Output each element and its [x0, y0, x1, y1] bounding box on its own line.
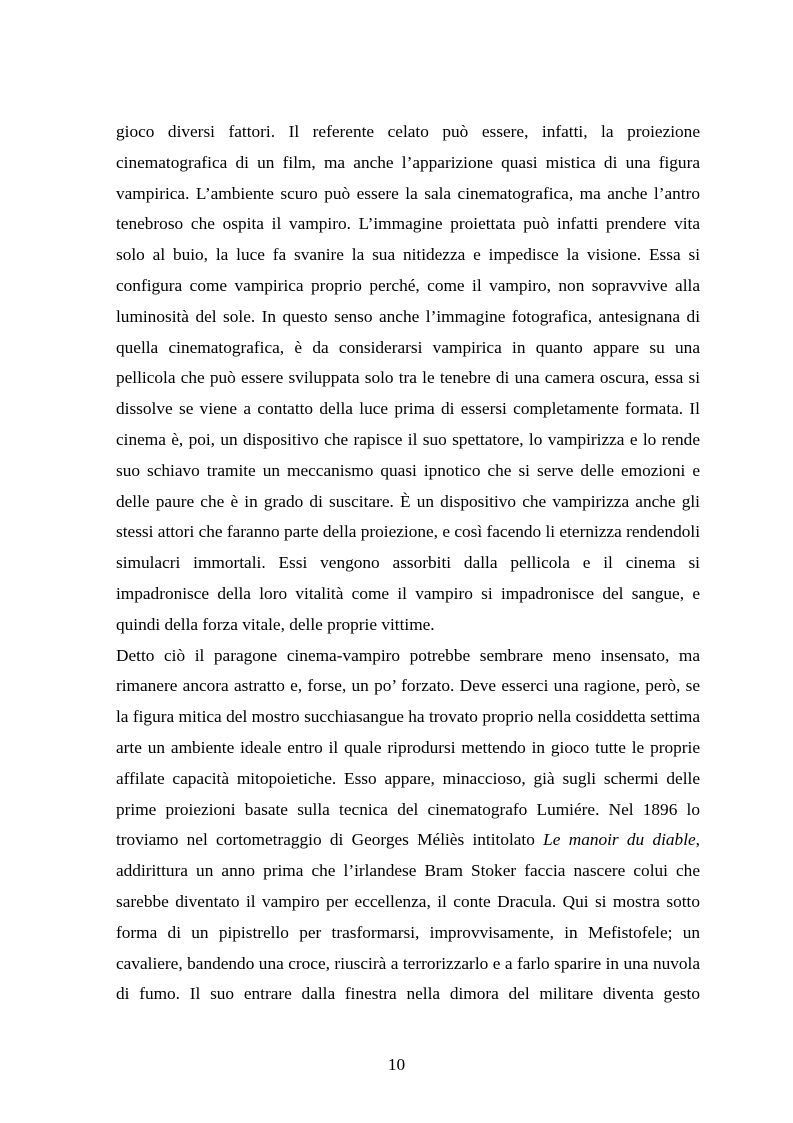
text-line: quindi della forza vitale, delle proprie vittime.	[116, 614, 435, 634]
text-before-title: troviamo nel cortometraggio di Georges Méliès intitolato	[116, 830, 544, 850]
text-line: affilate capacità mitopoietiche. Esso appare, minaccioso, già sugli schermi delle	[116, 768, 700, 788]
text-line: cinema è, poi, un dispositivo che rapisce il suo spettatore, lo vampirizza e lo rende	[116, 429, 700, 449]
paragraph-1	[116, 117, 700, 641]
page-number: 10	[387, 1055, 406, 1074]
text-line: pellicola che può essere sviluppata solo tra le tenebre di una camera oscura, essa si	[116, 368, 700, 388]
text-line: la figura mitica del mostro succhiasangue ha trovato proprio nella cosiddetta settima	[116, 707, 700, 727]
text-line: cinematografica di un film, ma anche l’apparizione quasi mistica di una figura	[116, 152, 700, 172]
film-title: Le manoir du diable	[543, 830, 696, 850]
text-line: tenebroso che ospita il vampiro. L’immagine proiettata può infatti prendere vita	[116, 214, 700, 234]
text-line: impadronisce della loro vitalità come il vampiro si impadronisce del sangue, e	[116, 583, 700, 603]
text-line: configura come vampirica proprio perché, come il vampiro, non sopravvive alla	[116, 275, 700, 295]
text-line: luminosità del sole. In questo senso anche l’immagine fotografica, antesignana di	[116, 306, 700, 326]
text-line: vampirica. L’ambiente scuro può essere la sala cinematografica, ma anche l’antro	[116, 183, 700, 203]
text-line: Detto ciò il paragone cinema-vampiro potrebbe sembrare meno insensato, ma	[116, 645, 700, 665]
text-line: rimanere ancora astratto e, forse, un po’ forzato. Deve esserci una ragione, però, se	[116, 676, 700, 696]
text-line: stessi attori che faranno parte della proiezione, e così facendo li eternizza rendendoli	[116, 522, 700, 542]
text-line: solo al buio, la luce fa svanire la sua nitidezza e impedisce la visione. Essa si	[116, 245, 700, 265]
body-text	[116, 117, 700, 1010]
text-line: forma di un pipistrello per trasformarsi, improvvisamente, in Mefistofele; un	[116, 922, 700, 942]
text-line: prime proiezioni basate sulla tecnica del cinematografo Lumiére. Nel 1896 lo	[116, 799, 700, 819]
text-line: delle paure che è in grado di suscitare. È un dispositivo che vampirizza anche gli	[116, 491, 700, 511]
text-line: gioco diversi fattori. Il referente celato può essere, infatti, la proiezione	[116, 122, 700, 141]
text-line: quella cinematografica, è da considerarsi vampirica in quanto appare su una	[116, 337, 700, 357]
text-after-title: ,	[695, 830, 700, 850]
text-line: cavaliere, bandendo una croce, riuscirà a terrorizzarlo e a farlo sparire in una nuvola	[116, 953, 700, 973]
text-line: sarebbe diventato il vampiro per eccellenza, il conte Dracula. Qui si mostra sotto	[116, 891, 700, 911]
text-line: suo schiavo tramite un meccanismo quasi ipnotico che si serve delle emozioni e	[116, 460, 700, 480]
paragraph-2	[116, 641, 700, 1011]
text-line: di fumo. Il suo entrare dalla finestra nella dimora del militare diventa gesto	[116, 984, 700, 1004]
text-line: arte un ambiente ideale entro il quale riprodursi mettendo in gioco tutte le proprie	[116, 737, 700, 757]
text-line: dissolve se viene a contatto della luce prima di essersi completamente formata. Il	[116, 399, 700, 419]
text-line-with-title	[116, 825, 700, 856]
text-line: simulacri immortali. Essi vengono assorbiti dalla pellicola e il cinema si	[116, 553, 700, 573]
text-line: addirittura un anno prima che l’irlandese Bram Stoker faccia nascere colui che	[116, 861, 700, 881]
